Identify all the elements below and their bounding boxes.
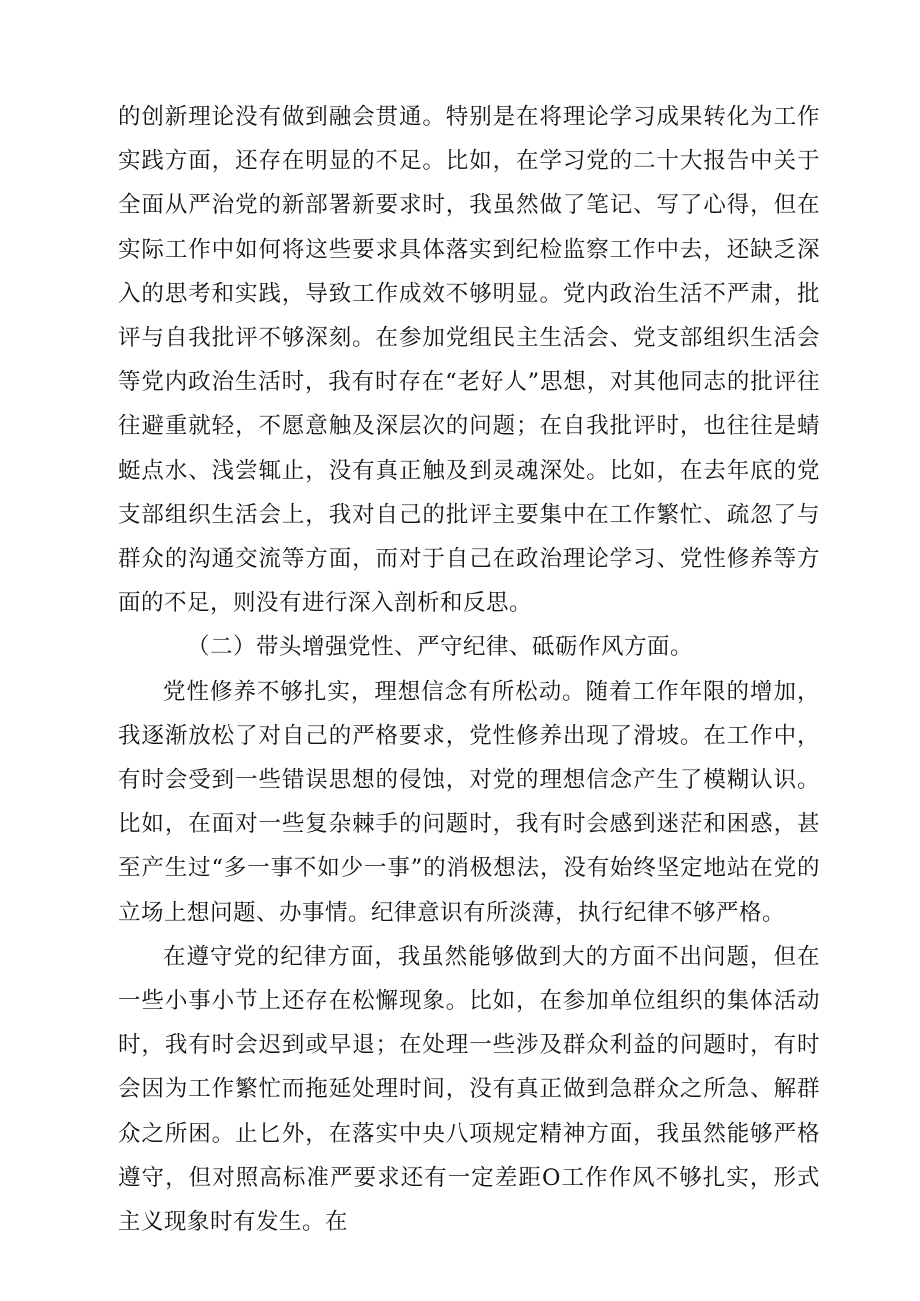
paragraph-party-spirit: 党性修养不够扎实，理想信念有所松动。随着工作年限的增加，我逐渐放松了对自己的严格要求，党性修养出现了滑坡。在工作中，有时会受到一些错误思想的侵蚀，对党的理想信念产生了模糊认识。比如，在面对一些复杂棘手的问题时，我有时会感到迷茫和困惑，甚至产生过“多一事不如少一事”的消极想法，没有始终坚定地站在党的立场上想问题、办事情。纪律意识有所淡薄，执行纪律不够严格。 bbox=[118, 678, 820, 926]
section-heading: （二）带头增强党性、严守纪律、砥砺作风方面。 bbox=[187, 634, 694, 661]
paragraph-continuation: 的创新理论没有做到融会贯通。特别是在将理论学习成果转化为工作实践方面，还存在明显的不足。比如，在学习党的二十大报告中关于全面从严治党的新部署新要求时，我虽然做了笔记、写了心得，但在实际工作中如何将这些要求具体落实到纪检监察工作中去，还缺乏深入的思考和实践，导致工作成效不够明显。党内政治生活不严肃，批评与自我批评不够深刻。在参加党组民主生活会、党支部组织生活会等党内政治生活时，我有时存在“老好人”思想，对其他同志的批评往往避重就轻，不愿意触及深层次的问题；在自我批评时，也往往是蜻蜓点水、浅尝辄止，没有真正触及到灵魂深处。比如，在去年底的党支部组织生活会上，我对自己的批评主要集中在工作繁忙、疏忽了与群众的沟通交流等方面，而对于自己在政治理论学习、党性修养等方面的不足，则没有进行深入剖析和反思。 bbox=[118, 104, 820, 617]
paragraph-discipline: 在遵守党的纪律方面，我虽然能够做到大的方面不出问题，但在一些小事小节上还存在松懈现象。比如，在参加单位组织的集体活动时，我有时会迟到或早退；在处理一些涉及群众利益的问题时，有时会因为工作繁忙而拖延处理时间，没有真正做到急群众之所急、解群众之所困。止匕外，在落实中央八项规定精神方面，我虽然能够严格遵守，但对照高标准严要求还有一定差距O工作作风不够扎实，形式主义现象时有发生。在 bbox=[118, 943, 820, 1236]
